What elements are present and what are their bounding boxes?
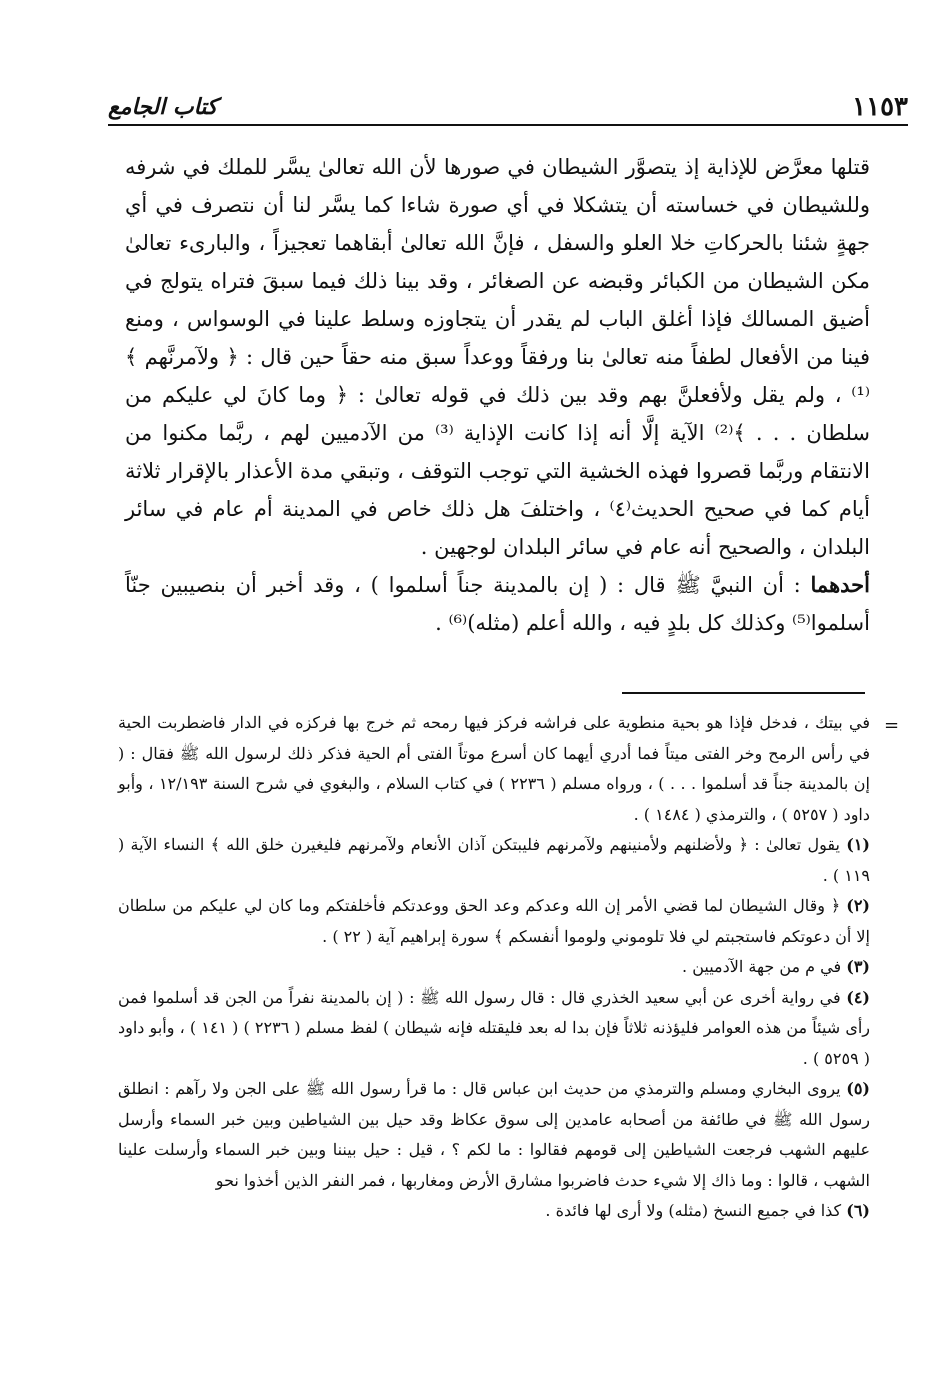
main-paragraph-2 (125, 566, 870, 642)
main-text (125, 148, 870, 642)
footnote-number: (٢) (846, 896, 870, 915)
continuation-mark: = (884, 715, 900, 736)
paragraph-text: : أن النبيَّ ﷺ قال : ( إن بالمدينة جناً أسلموا ) ، وقد أخبر أن بنصيبين جنّاً أسلموا⁽⁵⁾ وكذلك كل بلدٍ فيه ، والله أعلم (مثله)⁽⁶⁾ . (125, 573, 870, 635)
footnote-text: يقول تعالىٰ : ﴿ ولأضلنهم ولأمنينهم ولآمرنهم فليبتكن آذان الأنعام ولآمرنهم فليغيرن خلق الله ﴾ النساء الآية ( ١١٩ ) . (118, 835, 870, 885)
footnote-text: في رواية أخرى عن أبي سعيد الخذري قال : قال رسول الله ﷺ : ( إن بالمدينة نفراً من الجن قد أسلموا فمن رأى شيئاً من هذه العوامر فليؤذنه ثلاثاً فإن بدا له بعد فليقتله فإنه شيطان ) لفظ مسلم ( ٢٢٣٦ ) ( ١٤١ ) ، وأبو داود ( ٥٢٥٩ ) . (118, 987, 871, 1068)
footnotes (118, 708, 870, 1227)
footnote-text: في م من جهة الآدميين . (682, 957, 842, 976)
page-header (108, 92, 908, 122)
footnote-3 (118, 952, 870, 983)
footnote-2 (118, 891, 870, 952)
main-paragraph: قتلها معرَّض للإذاية إذ يتصوَّر الشيطان في صورها لأن الله تعالىٰ يسَّر للملك في شرفه وللشيطان في خساسته أن يتشكلا في أي صورة شاءا كما يسَّر لنا أن نتصرف في أي جهةٍ شئنا بالحركاتِ خلا العلو والسفل ، فإنَّ الله تعالىٰ أبقاهما تعجيزاً ، والبارىء تعالىٰ مكن الشيطان من الكبائر وقبضه عن الصغائر ، وقد بينا ذلك فيما سبقَ فتراه يتولج في أضيق المسالك فإذا أغلق الباب لم يقدر أن يتجاوزه وسلط علينا في الوسواس ، ومنع فينا من الأفعال لطفاً منه تعالىٰ بنا ورفقاً ووعداً سبق منه حقاً حين قال : ﴿ ولآمرنَّهم ﴾⁽¹⁾ ، ولم يقل ولأفعلنَّ بهم وقد بين ذلك في قوله تعالىٰ : ﴿ وما كانَ لي عليكم من سلطان . . . ﴾⁽²⁾ الآية إلَّا أنه إذا كانت الإذاية ⁽³⁾ من الآدميين لهم ، ربَّما مكنوا من الانتقام وربَّما قصروا فهذه الخشية التي توجب التوقف ، وتبقي مدة الأعذار بالإقرار ثلاثة أيام كما في صحيح الحديث⁽٤⁾ ، واختلفَ هل ذلك خاص في المدينة أم عام في سائر البلدان ، والصحيح أنه عام في سائر البلدان لوجهين . (125, 155, 870, 559)
footnote-text: كذا في جميع النسخ (مثله) ولا أرى لها فائدة . (545, 1201, 842, 1220)
footnote-number: (١) (846, 835, 870, 854)
footnote-1 (118, 830, 870, 891)
paragraph-label: أحدهما (810, 572, 870, 597)
header-rule (108, 124, 908, 126)
footnote-continuation: في بيتك ، فدخل فإذا هو بحية منطوية على فراشه فركز فيها رمحه ثم خرج بها فركزه في الدار فاضطربت الحية في رأس الرمح وخر الفتى ميتاً فما أدري أيهما كان أسرع موتاً الفتى أم الحية فذكر ذلك لرسول الله ﷺ فقال : ( إن بالمدينة جناً قد أسلموا . . . ) ، ورواه مسلم ( ٢٢٣٦ ) في كتاب السلام ، والبغوي في شرح السنة ١٢/١٩٣ ، وأبو داود ( ٥٢٥٧ ) ، والترمذي ( ١٤٨٤ ) . (118, 713, 870, 824)
footnote-number: (٥) (846, 1079, 870, 1098)
footnote-number: (٤) (846, 987, 870, 1007)
footnote-5 (118, 1074, 870, 1196)
footnote-number: (٣) (846, 957, 870, 976)
footnote-text: يروى البخاري ومسلم والترمذي من حديث ابن عباس قال : ما قرأ رسول الله ﷺ على الجن ولا رآهم : انطلق رسول الله ﷺ في طائفة من أصحابه عامدين إلى سوق عكاظ وقد حيل بين الشياطين وبين خبر السماء وأرسل عليهم الشهب فرجعت الشياطين إلى قومهم فقالوا : ما لكم ؟ ، قيل : حيل بيننا وبين خبر السماء وأرسلت علينا الشهب ، قالوا : وما ذاك إلا شيء حدث فاضربوا مشارق الأرض ومغاربها ، فمر النفر الذين أخذوا نحو (118, 1079, 870, 1190)
footnote-separator (622, 692, 865, 694)
footnote-4 (118, 983, 870, 1075)
footnote-number: (٦) (846, 1201, 870, 1220)
page-number: ١١٥٣ (852, 92, 908, 122)
footnote-6 (118, 1196, 870, 1227)
footnote-text: ﴿ وقال الشيطان لما قضي الأمر إن الله وعدكم وعد الحق ووعدتكم فأخلفتكم وما كان لي عليكم من سلطان إلا أن دعوتكم فاستجبتم لي فلا تلوموني ولوموا أنفسكم ﴾ سورة إبراهيم آية ( ٢٢ ) . (118, 896, 870, 946)
running-title: كتاب الجامع (108, 94, 218, 120)
